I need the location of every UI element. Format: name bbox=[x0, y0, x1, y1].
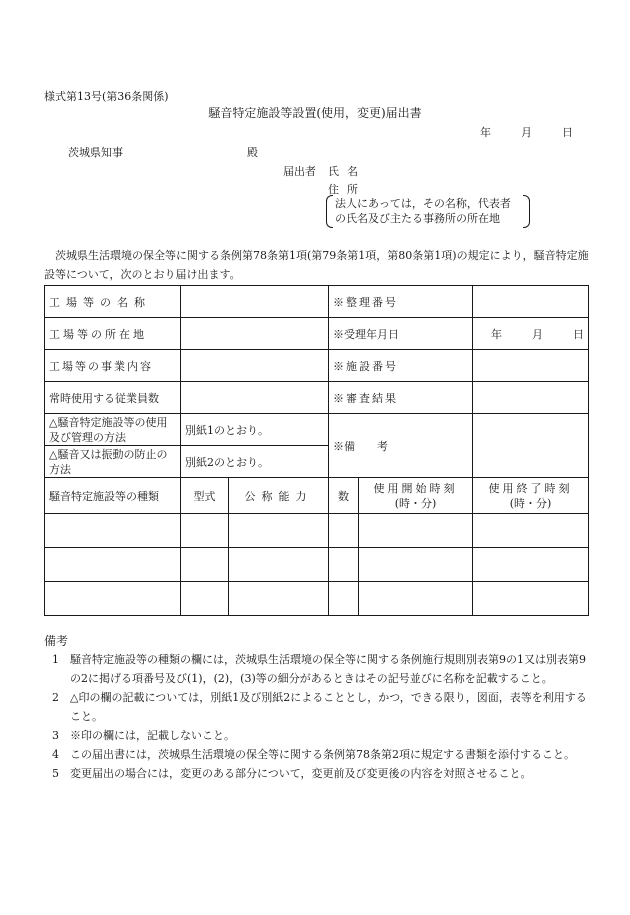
addressee: 茨城県知事 bbox=[68, 146, 123, 159]
note-text: 変更届出の場合には，変更のある部分について，変更前及び変更後の内容を対照させること。 bbox=[70, 767, 532, 780]
notes-list bbox=[52, 650, 588, 783]
review-result-field bbox=[473, 382, 589, 414]
facility-row-3-capacity[interactable] bbox=[229, 582, 329, 616]
applicant-name-label: 氏名 bbox=[328, 165, 366, 178]
note-item bbox=[52, 688, 588, 726]
date-day: 日 bbox=[562, 126, 573, 139]
col-model: 型式 bbox=[181, 478, 229, 514]
facility-row-3-model[interactable] bbox=[181, 582, 229, 616]
note-number: 1 bbox=[52, 653, 59, 666]
employees-label: 常時使用する従業員数 bbox=[45, 382, 181, 414]
facility-row-1-capacity[interactable] bbox=[229, 514, 329, 548]
date-line bbox=[480, 124, 573, 140]
note-item bbox=[52, 745, 588, 764]
corp-note-line2: の氏名及び主たる事務所の所在地 bbox=[335, 212, 500, 225]
ref-number-label: ※整理番号 bbox=[329, 286, 473, 318]
prevention-method-value: 別紙2のとおり。 bbox=[181, 446, 329, 478]
notification-table bbox=[44, 285, 589, 616]
col-start-time bbox=[359, 478, 473, 514]
facility-row-2-type[interactable] bbox=[45, 548, 181, 582]
col-end-time-unit: (時・分) bbox=[509, 496, 552, 510]
employees-input[interactable] bbox=[181, 382, 329, 414]
note-item bbox=[52, 726, 588, 745]
corporate-note bbox=[326, 195, 530, 228]
facility-row-2-count[interactable] bbox=[329, 548, 359, 582]
facility-number-label: ※施設番号 bbox=[329, 350, 473, 382]
date-year: 年 bbox=[480, 126, 491, 139]
facility-row-1-start[interactable] bbox=[359, 514, 473, 548]
col-count: 数 bbox=[329, 478, 359, 514]
factory-location-label: 工場等の所在地 bbox=[45, 318, 181, 350]
received-date-field bbox=[473, 318, 589, 350]
document-title: 騒音特定施設等設置(使用，変更)届出書 bbox=[208, 106, 422, 120]
right-bracket bbox=[523, 195, 530, 228]
facility-row-2-capacity[interactable] bbox=[229, 548, 329, 582]
facility-row-3-type[interactable] bbox=[45, 582, 181, 616]
factory-business-label: 工場等の事業内容 bbox=[45, 350, 181, 382]
facility-row-1-end[interactable] bbox=[473, 514, 589, 548]
note-number: 2 bbox=[52, 691, 59, 704]
note-number: 3 bbox=[52, 729, 59, 742]
note-number: 5 bbox=[52, 767, 59, 780]
facility-row-2-start[interactable] bbox=[359, 548, 473, 582]
facility-row-2-end[interactable] bbox=[473, 548, 589, 582]
col-capacity: 公称能力 bbox=[229, 478, 329, 514]
received-year: 年 bbox=[491, 327, 502, 341]
note-text: この届出書には，茨城県生活環境の保全等に関する条例第78条第2項に規定する書類を添付すること。 bbox=[70, 748, 575, 761]
corp-note-line1: 法人にあっては，その名称，代表者 bbox=[335, 197, 511, 210]
form-number: 様式第13号(第36条関係) bbox=[44, 90, 169, 103]
facility-row-3-start[interactable] bbox=[359, 582, 473, 616]
col-start-time-unit: (時・分) bbox=[394, 496, 437, 510]
applicant-address-label: 住所 bbox=[328, 183, 366, 196]
note-item bbox=[52, 764, 588, 783]
factory-name-input[interactable] bbox=[181, 286, 329, 318]
facility-row-1-type[interactable] bbox=[45, 514, 181, 548]
facility-number-field bbox=[473, 350, 589, 382]
review-result-label: ※審査結果 bbox=[329, 382, 473, 414]
usage-method-label: △騒音特定施設等の使用及び管理の方法 bbox=[45, 414, 181, 446]
col-facility-type: 騒音特定施設等の種類 bbox=[45, 478, 181, 514]
factory-business-input[interactable] bbox=[181, 350, 329, 382]
honorific: 殿 bbox=[247, 146, 258, 159]
applicant-line bbox=[283, 163, 366, 179]
facility-row-1-model[interactable] bbox=[181, 514, 229, 548]
usage-method-value: 別紙1のとおり。 bbox=[181, 414, 329, 446]
notes-title: 備考 bbox=[44, 634, 69, 648]
received-month: 月 bbox=[532, 327, 543, 341]
received-date-label: ※受理年月日 bbox=[329, 318, 473, 350]
factory-name-label: 工場等の名称 bbox=[45, 286, 181, 318]
ref-number-field bbox=[473, 286, 589, 318]
remarks-label: ※備 考 bbox=[329, 414, 473, 478]
facility-row-1-count[interactable] bbox=[329, 514, 359, 548]
col-start-time-label: 使用開始時刻 bbox=[373, 481, 458, 495]
facility-row-3-count[interactable] bbox=[329, 582, 359, 616]
facility-row-2-model[interactable] bbox=[181, 548, 229, 582]
applicant-label: 届出者 bbox=[283, 165, 316, 178]
note-number: 4 bbox=[52, 748, 59, 761]
left-bracket bbox=[326, 195, 333, 228]
note-text: ※印の欄には，記載しないこと。 bbox=[70, 729, 235, 742]
facility-row-3-end[interactable] bbox=[473, 582, 589, 616]
received-day: 日 bbox=[573, 327, 584, 341]
prevention-method-label: △騒音又は振動の防止の方法 bbox=[45, 446, 181, 478]
intro-paragraph: 茨城県生活環境の保全等に関する条例第78条第1項(第79条第1項，第80条第1項)の規定により，騒音特定施設等について，次のとおり届け出ます。 bbox=[44, 249, 589, 281]
note-text: △印の欄の記載については，別紙1及び別紙2によることとし，かつ，できる限り，図面，表等を利用すること。 bbox=[70, 691, 587, 723]
col-end-time bbox=[473, 478, 589, 514]
date-month: 月 bbox=[521, 126, 532, 139]
remarks-field bbox=[473, 414, 589, 478]
col-end-time-label: 使用終了時刻 bbox=[488, 481, 573, 495]
note-item bbox=[52, 650, 588, 688]
note-text: 騒音特定施設等の種類の欄には，茨城県生活環境の保全等に関する条例施行規則別表第9の1又は別表第9の2に掲げる項番号及び(1)，(2)，(3)等の細分があるときはその記号並びに名称を記載すること。 bbox=[70, 653, 586, 685]
factory-location-input[interactable] bbox=[181, 318, 329, 350]
